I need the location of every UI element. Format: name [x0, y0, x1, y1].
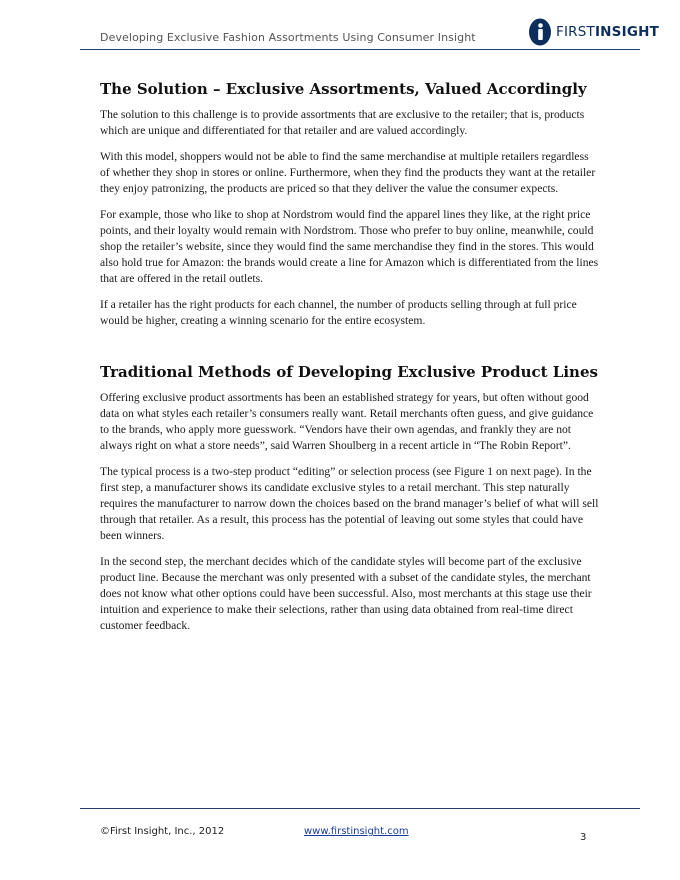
footer-website-link[interactable]: www.firstinsight.com	[304, 826, 409, 837]
paragraph: Offering exclusive product assortments has been an established strategy for years, but often without good data on what styles each retailer’s consumers really want. Retail merchants often guess, and give guidance to the brands, who apply more guesswork. “Vendors have their own agendas, and frankly they are not always right on what a store needs”, said Warren Shoulberg in a recent article in “The Robin Report”.	[100, 391, 594, 452]
paragraph: The typical process is a two-step product “editing” or selection process (see Figure 1 on next page). In the first step, a manufacturer shows its candidate exclusive styles to a retail merchant. This step naturally requires the manufacturer to narrow down the choices based on the brand manager’s belief of what will sell through that retailer. As a result, this process has the potential of leaving out some styles that could have been winners.	[100, 465, 599, 542]
paragraph: If a retailer has the right products for each channel, the number of products selling through at full price would be higher, creating a winning scenario for the entire ecosystem.	[100, 298, 577, 328]
first-insight-logo	[528, 17, 659, 47]
logo-word-second: INSIGHT	[594, 24, 660, 40]
paragraph: With this model, shoppers would not be able to find the same merchandise at multiple retailers regardless of whether they shop in stores or online. Furthermore, when they find the products they want at the retailer they enjoy patronizing, the products are priced so that they deliver the value the consumer expects.	[100, 150, 596, 196]
info-circle-icon	[528, 17, 552, 47]
page-number: 3	[580, 832, 587, 843]
paragraph: In the second step, the merchant decides which of the candidate styles will become part of the exclusive product line. Because the merchant was only presented with a subset of the candidate styles, the merchant does not know what other options could have been successful. Also, most merchants at this stage use their intuition and experience to make their selections, rather than using data obtained from real-time direct customer feedback.	[100, 554, 592, 632]
section-heading-solution: The Solution – Exclusive Assortments, Valued Accordingly	[100, 80, 587, 98]
header-rule	[80, 49, 640, 50]
footer-rule	[80, 808, 640, 809]
main-content	[100, 80, 600, 644]
paragraph: For example, those who like to shop at Nordstrom would find the apparel lines they like, at the right price points, and their loyalty would remain with Nordstrom. Those who prefer to buy online, meanwhile, could shop the retailer’s website, since they would find the same merchandise they find in the stores. This would also hold true for Amazon: the brands would create a line for Amazon which is differentiated from the lines that are offered in the retail outlets.	[100, 208, 599, 285]
logo-word-first: FIRST	[556, 24, 595, 40]
paragraph: The solution to this challenge is to provide assortments that are exclusive to the retailer; that is, products which are unique and differentiated for that retailer and are valued accordingly.	[100, 108, 585, 137]
logo-wordmark	[556, 24, 659, 40]
footer-copyright: ©First Insight, Inc., 2012	[100, 826, 225, 837]
running-header-title: Developing Exclusive Fashion Assortments Using Consumer Insight	[100, 31, 476, 44]
section-heading-traditional-methods: Traditional Methods of Developing Exclusive Product Lines	[100, 363, 598, 382]
